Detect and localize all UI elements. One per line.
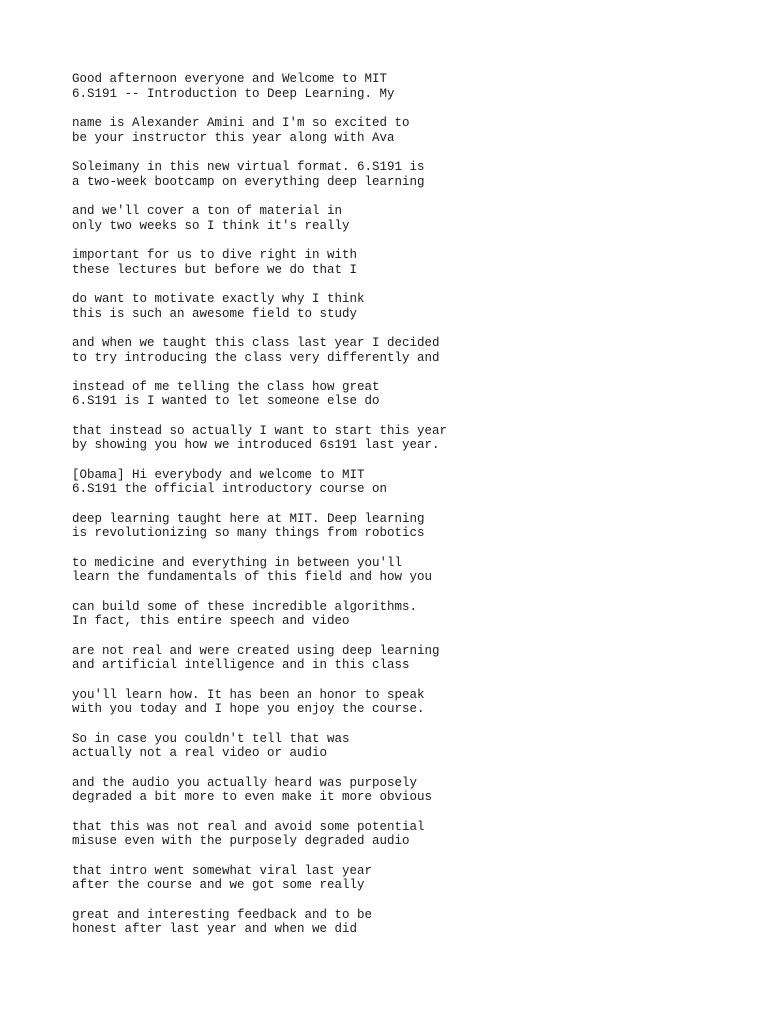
text-line: be your instructor this year along with Ava (72, 130, 395, 145)
paragraph (72, 160, 732, 189)
text-line: great and interesting feedback and to be (72, 907, 373, 922)
text-line: to try introducing the class very differently and (72, 350, 440, 365)
paragraph (72, 424, 732, 453)
text-line: actually not a real video or audio (72, 746, 328, 761)
text-line: Soleimany in this new virtual format. 6.S191 is (72, 159, 425, 174)
text-line: you'll learn how. It has been an honor to speak (72, 687, 425, 702)
paragraph (72, 644, 732, 673)
paragraph (72, 556, 732, 585)
text-line: after the course and we got some really (72, 878, 365, 893)
text-line: In fact, this entire speech and video (72, 614, 350, 629)
text-line: [Obama] Hi everybody and welcome to MIT (72, 467, 365, 482)
text-line: to medicine and everything in between you'll (72, 555, 403, 570)
paragraph (72, 512, 732, 541)
text-line: 6.S191 is I wanted to let someone else do (72, 394, 380, 409)
text-line: that instead so actually I want to start this year (72, 423, 448, 438)
paragraph (72, 864, 732, 893)
text-line: degraded a bit more to even make it more obvious (72, 790, 433, 805)
text-line: name is Alexander Amini and I'm so excited to (72, 115, 410, 130)
text-line: misuse even with the purposely degraded audio (72, 834, 410, 849)
text-line: important for us to dive right in with (72, 247, 358, 262)
paragraph (72, 468, 732, 497)
paragraph (72, 116, 732, 145)
paragraph (72, 732, 732, 761)
text-line: are not real and were created using deep learning (72, 643, 440, 658)
text-line: is revolutionizing so many things from robotics (72, 526, 425, 541)
paragraph (72, 248, 732, 277)
paragraph (72, 336, 732, 365)
paragraph (72, 820, 732, 849)
text-line: with you today and I hope you enjoy the course. (72, 702, 425, 717)
text-line: 6.S191 the official introductory course on (72, 482, 388, 497)
text-line: and the audio you actually heard was purposely (72, 775, 418, 790)
text-line: that intro went somewhat viral last year (72, 863, 373, 878)
text-line: do want to motivate exactly why I think (72, 291, 365, 306)
text-line: can build some of these incredible algorithms. (72, 599, 418, 614)
text-line: learn the fundamentals of this field and how you (72, 570, 433, 585)
paragraph (72, 292, 732, 321)
text-line: these lectures but before we do that I (72, 262, 358, 277)
text-line: deep learning taught here at MIT. Deep learning (72, 511, 425, 526)
text-line: by showing you how we introduced 6s191 last year. (72, 438, 440, 453)
text-line: So in case you couldn't tell that was (72, 731, 350, 746)
transcript-text (72, 72, 732, 952)
paragraph (72, 204, 732, 233)
paragraph (72, 72, 732, 101)
text-line: and when we taught this class last year I decided (72, 335, 440, 350)
text-line: 6.S191 -- Introduction to Deep Learning. My (72, 86, 395, 101)
text-line: that this was not real and avoid some potential (72, 819, 425, 834)
text-line: instead of me telling the class how great (72, 379, 380, 394)
paragraph (72, 688, 732, 717)
text-line: this is such an awesome field to study (72, 306, 358, 321)
paragraph (72, 600, 732, 629)
paragraph (72, 908, 732, 937)
text-line: honest after last year and when we did (72, 922, 358, 937)
paragraph (72, 776, 732, 805)
text-line: only two weeks so I think it's really (72, 218, 350, 233)
text-line: a two-week bootcamp on everything deep learning (72, 174, 425, 189)
text-line: Good afternoon everyone and Welcome to MIT (72, 72, 388, 86)
text-line: and artificial intelligence and in this class (72, 658, 410, 673)
text-line: and we'll cover a ton of material in (72, 203, 343, 218)
paragraph (72, 380, 732, 409)
